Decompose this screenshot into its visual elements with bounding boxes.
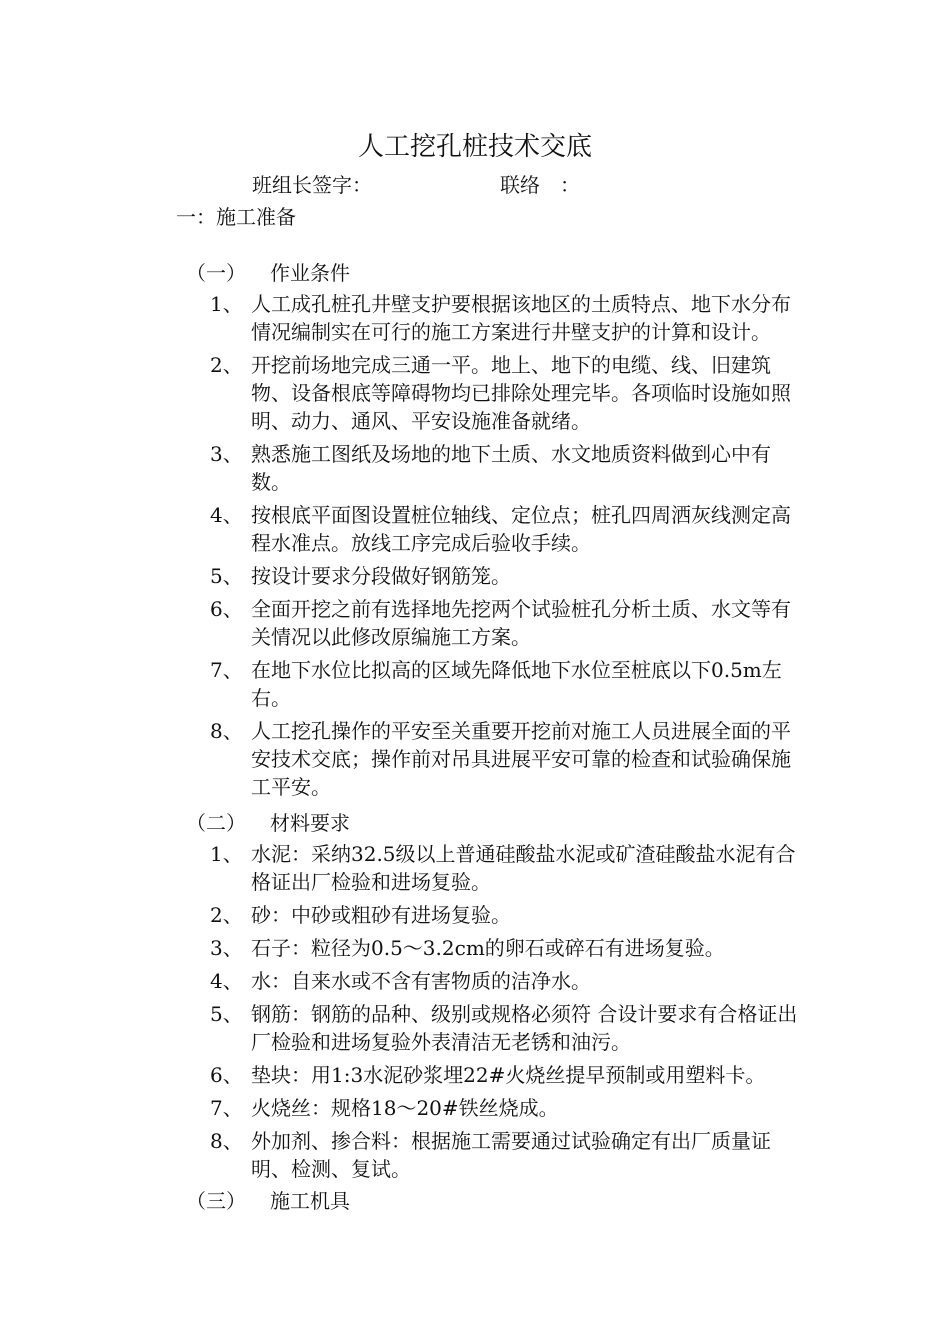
item-number: 8、 <box>210 719 243 743</box>
list-item <box>210 967 800 995</box>
material-requirements-list <box>210 840 800 1188</box>
item-text: 钢筋：钢筋的品种、级别或规格必须符 合设计要求有合格证出厂检验和进场复验外表清洁无老锈和油污。 <box>251 1002 798 1054</box>
item-number: 5、 <box>210 564 243 588</box>
item-number: 6、 <box>210 597 243 621</box>
list-item <box>210 717 800 801</box>
item-text: 砂：中砂或粗砂有进场复验。 <box>251 903 511 927</box>
item-number: 2、 <box>210 903 243 927</box>
list-item <box>210 1000 800 1056</box>
item-number: 4、 <box>210 503 243 527</box>
item-number: 6、 <box>210 1063 243 1087</box>
item-text: 水：自来水或不含有害物质的洁净水。 <box>251 969 591 993</box>
item-text: 石子：粒径为0.5～3.2cm的卵石或碎石有进场复验。 <box>251 936 725 960</box>
list-item <box>210 656 800 712</box>
subsection-material-requirements <box>186 808 350 838</box>
list-item <box>210 1061 800 1089</box>
item-number: 1、 <box>210 842 243 866</box>
list-item <box>210 1094 800 1122</box>
item-number: 7、 <box>210 1096 243 1120</box>
section-heading-preparation: 一：施工准备 <box>176 205 296 229</box>
item-number: 5、 <box>210 1002 243 1026</box>
item-number: 3、 <box>210 442 243 466</box>
list-item <box>210 840 800 896</box>
list-item <box>210 595 800 651</box>
subsection-number: （一） <box>186 261 246 285</box>
item-text: 全面开挖之前有选择地先挖两个试验桩孔分析土质、水文等有关情况以此修改原编施工方案。 <box>251 597 791 649</box>
subsection-number: （三） <box>186 1189 246 1213</box>
item-text: 开挖前场地完成三通一平。地上、地下的电缆、线、旧建筑物、设备根底等障碍物均已排除处理完毕。各项临时设施如照明、动力、通风、平安设施准备就绪。 <box>251 353 791 433</box>
item-text: 按根底平面图设置桩位轴线、定位点；桩孔四周洒灰线测定高程水准点。放线工序完成后验收手续。 <box>251 503 791 555</box>
leader-signature-label: 班组长签字： <box>252 173 372 197</box>
list-item <box>210 351 800 435</box>
item-text: 按设计要求分段做好钢筋笼。 <box>251 564 511 588</box>
subsection-title: 材料要求 <box>270 811 350 835</box>
item-number: 3、 <box>210 936 243 960</box>
signature-row <box>0 170 950 200</box>
item-number: 1、 <box>210 292 243 316</box>
subsection-title: 施工机具 <box>270 1189 350 1213</box>
list-item <box>210 1127 800 1183</box>
subsection-work-conditions <box>186 258 350 288</box>
item-number: 8、 <box>210 1129 243 1153</box>
subsection-construction-tools <box>186 1186 350 1216</box>
item-text: 火烧丝：规格18～20#铁丝烧成。 <box>251 1096 559 1120</box>
document-title: 人工挖孔桩技术交底 <box>357 132 592 162</box>
item-text: 垫块：用1:3水泥砂浆埋22#火烧丝提早预制或用塑料卡。 <box>251 1063 766 1087</box>
work-conditions-list <box>210 290 800 806</box>
list-item <box>210 562 800 590</box>
item-text: 水泥：采纳32.5级以上普通硅酸盐水泥或矿渣硅酸盐水泥有合格证出厂检验和进场复验。 <box>251 842 796 894</box>
item-text: 熟悉施工图纸及场地的地下土质、水文地质资料做到心中有数。 <box>251 442 771 494</box>
contact-label: 联络 ： <box>500 173 580 197</box>
subsection-number: （二） <box>186 811 246 835</box>
subsection-title: 作业条件 <box>270 261 350 285</box>
list-item <box>210 934 800 962</box>
list-item <box>210 501 800 557</box>
item-text: 外加剂、掺合料：根据施工需要通过试验确定有出厂质量证明、检测、复试。 <box>251 1129 771 1181</box>
item-number: 4、 <box>210 969 243 993</box>
list-item <box>210 901 800 929</box>
item-number: 2、 <box>210 353 243 377</box>
item-text: 在地下水位比拟高的区域先降低地下水位至桩底以下0.5m左右。 <box>251 658 782 710</box>
list-item <box>210 440 800 496</box>
item-text: 人工成孔桩孔井壁支护要根据该地区的土质特点、地下水分布情况编制实在可行的施工方案进行井壁支护的计算和设计。 <box>251 292 791 344</box>
item-text: 人工挖孔操作的平安至关重要开挖前对施工人员进展全面的平安技术交底；操作前对吊具进展平安可靠的检查和试验确保施工平安。 <box>251 719 791 799</box>
item-number: 7、 <box>210 658 243 682</box>
list-item <box>210 290 800 346</box>
